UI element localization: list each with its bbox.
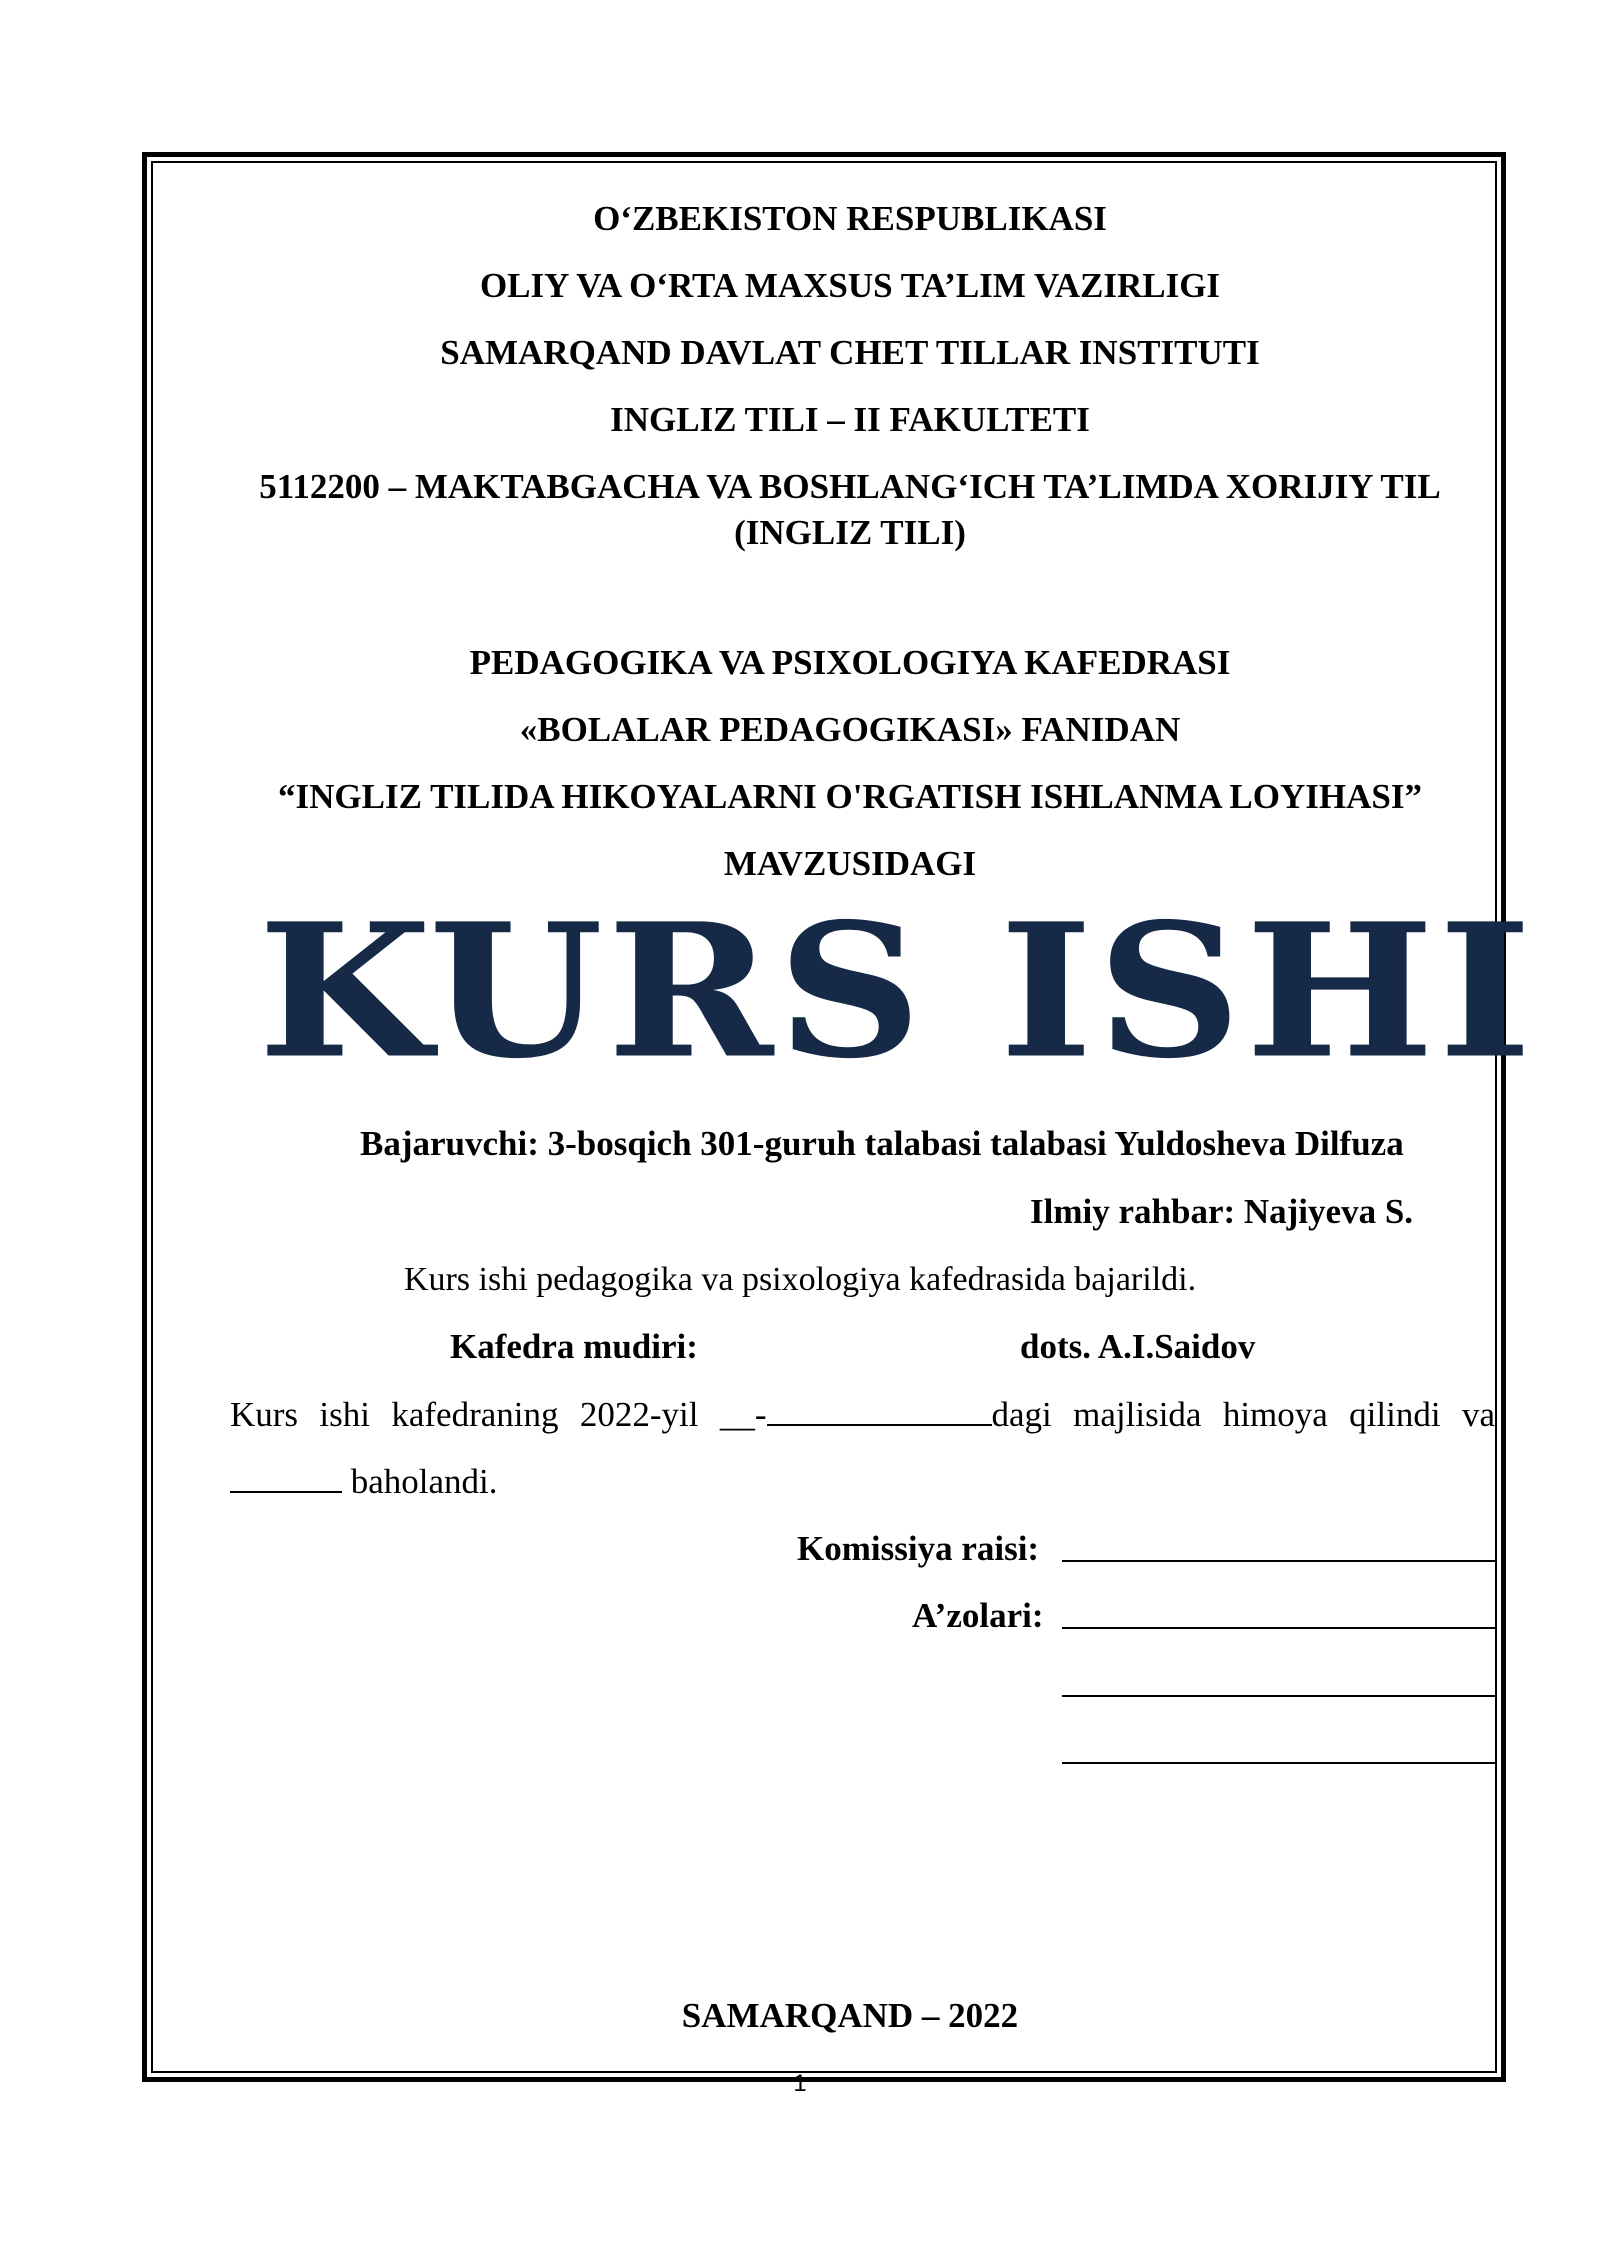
defense-text-2: dagi majlisida himoya qilindi va (991, 1395, 1495, 1434)
institute-heading: SAMARQAND DAVLAT CHET TILLAR INSTITUTI (440, 333, 1260, 372)
department-head-name: dots. A.I.Saidov (1020, 1327, 1256, 1366)
grade-text: baholandi. (350, 1462, 498, 1501)
commission-chair-signature-line (1062, 1558, 1496, 1562)
supervisor-line: Ilmiy rahbar: Najiyeva S. (1030, 1192, 1414, 1231)
topic-heading: “INGLIZ TILIDA HIKOYALARNI O'RGATISH ISHLANMA LOYIHASI” (278, 777, 1422, 816)
completed-note: Kurs ishi pedagogika va psixologiya kafedrasida bajarildi. (403, 1261, 1197, 1298)
commission-chair-label: Komissiya raisi: (797, 1529, 1040, 1568)
city-year: SAMARQAND – 2022 (681, 1996, 1019, 2035)
commission-members-label: A’zolari: (912, 1596, 1044, 1635)
page-border-inner (151, 161, 1536, 2073)
defense-day-blank: __- (719, 1395, 767, 1434)
member-signature-line (1062, 1625, 1496, 1629)
republic-heading: O‘ZBEKISTON RESPUBLIKASI (593, 199, 1107, 238)
grade-line (230, 1459, 498, 1505)
ministry-heading: OLIY VA O‘RTA MAXSUS TA’LIM VAZIRLIGI (479, 266, 1221, 305)
faculty-heading: INGLIZ TILI – II FAKULTETI (610, 400, 1090, 439)
document-title: KURS ISHI (258, 883, 1536, 1100)
member-signature-line (1062, 1693, 1496, 1697)
page-number: 1 (793, 2070, 807, 2097)
specialty-heading: 5112200 – MAKTABGACHA VA BOSHLANG‘ICH TA’LIMDA XORIJIY TIL (INGLIZ TILI) (259, 467, 1441, 552)
defense-text-1: Kurs ishi kafedraning 2022-yil (230, 1395, 699, 1434)
defense-month-blank (767, 1394, 992, 1426)
course-heading: «BOLALAR PEDAGOGIKASI» FANIDAN (519, 710, 1181, 749)
defense-date (720, 1395, 1495, 1434)
performer-line: Bajaruvchi: 3-bosqich 301-guruh talabasi talabasi Yuldosheva Dilfuza (360, 1124, 1404, 1163)
member-signature-line (1062, 1760, 1496, 1764)
department-heading: PEDAGOGIKA VA PSIXOLOGIYA KAFEDRASI (469, 643, 1231, 682)
defense-line (230, 1392, 1495, 1438)
topic-suffix: MAVZUSIDAGI (723, 844, 977, 883)
grade-blank (230, 1461, 342, 1493)
department-head-label: Kafedra mudiri: (450, 1327, 698, 1366)
